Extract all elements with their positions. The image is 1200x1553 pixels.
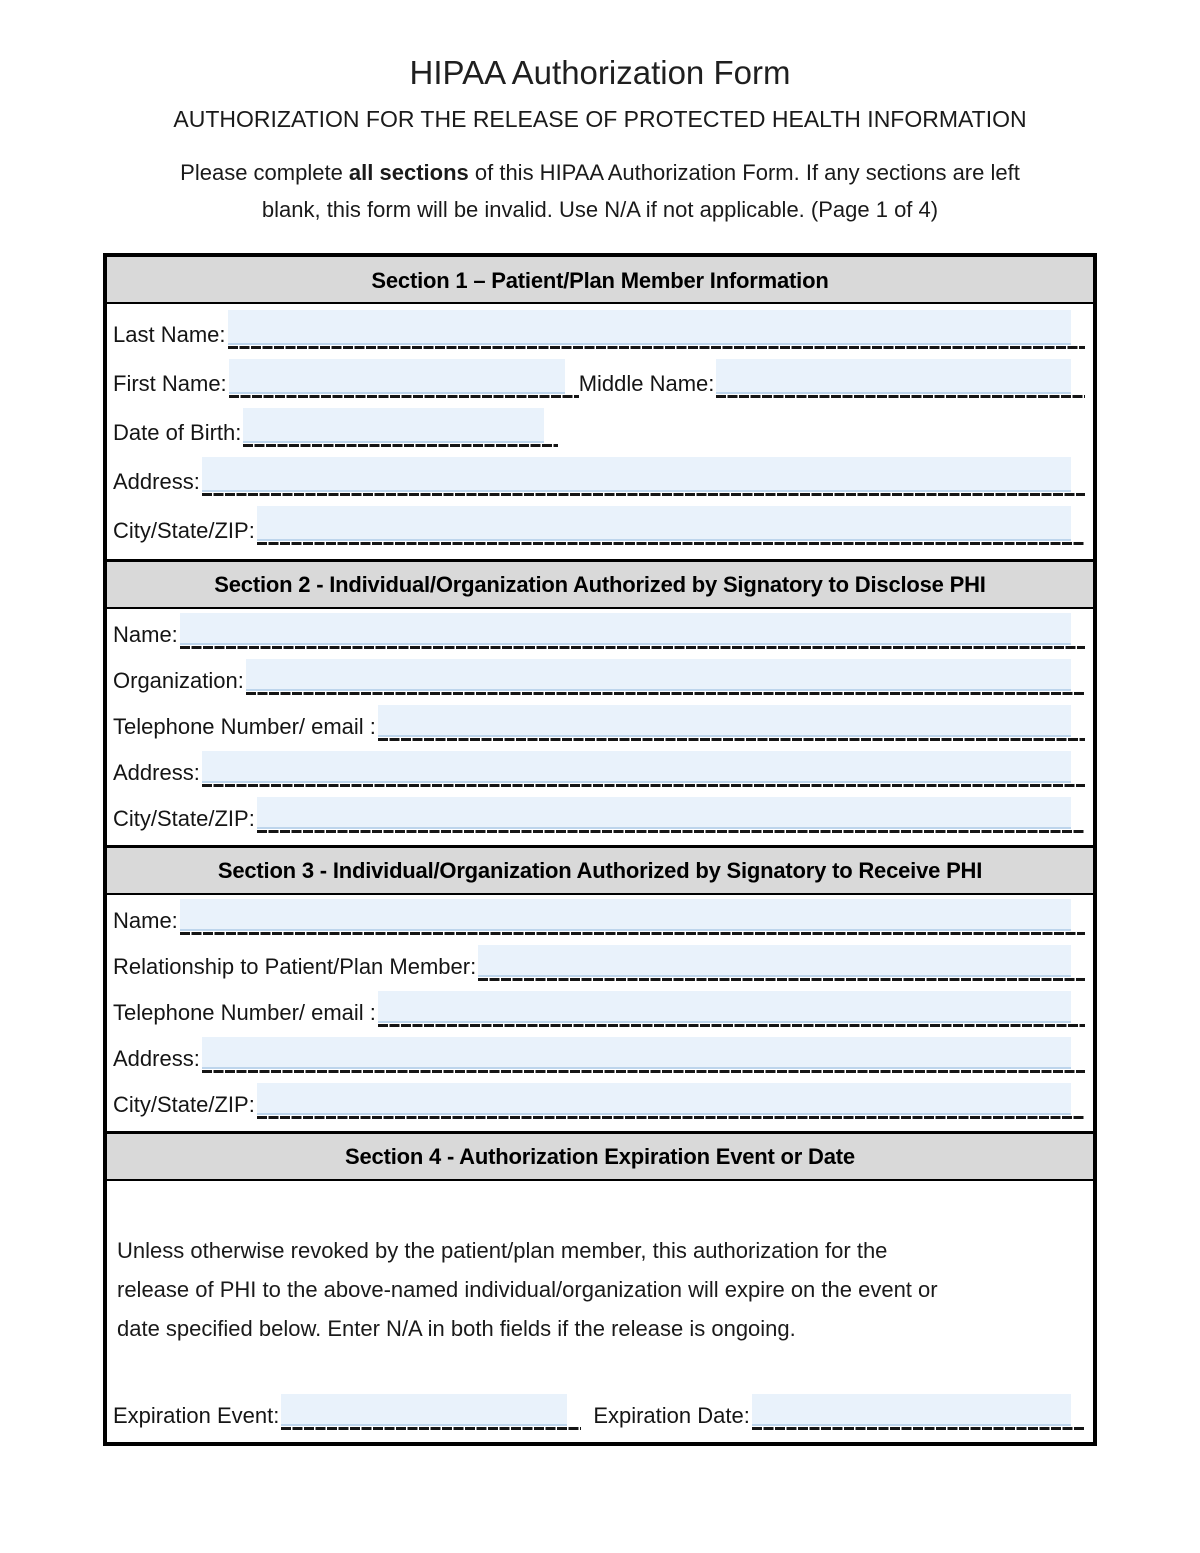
underscore-line [180,646,1085,649]
row-s3-relationship [113,943,1085,989]
s2-organization-label: Organization: [113,668,244,693]
underscore-line [716,395,1085,398]
s2-city-state-zip-field [257,795,1085,841]
page-title: HIPAA Authorization Form [409,54,791,91]
expiration-event-field [281,1392,581,1438]
section-4-body [107,1181,1093,1442]
page-subtitle: AUTHORIZATION FOR THE RELEASE OF PROTECTED HEALTH INFORMATION [173,106,1027,132]
section-4-spacer [113,1183,1085,1231]
s1-address-field [202,455,1085,504]
section-4-header: Section 4 - Authorization Expiration Event or Date [107,1131,1093,1181]
row-first-middle-name [113,357,1085,406]
underscore-line [229,395,579,398]
underscore-line [257,830,1085,833]
row-s3-city-state-zip [113,1081,1085,1127]
intro-line-1 [0,154,1200,191]
underscore-line [378,738,1085,741]
form-table [103,253,1097,1446]
middle-name-label: Middle Name: [578,371,715,396]
section-2-body [107,609,1093,845]
first-name-input[interactable] [229,359,565,394]
section-4-paragraph-line-3: date specified below. Enter N/A in both fields if the release is ongoing. [117,1316,796,1341]
row-s1-city-state-zip [113,504,1085,553]
underscore-line [202,493,1085,496]
s2-phone-email-input[interactable] [378,705,1071,737]
last-name-input[interactable] [228,310,1072,345]
s3-relationship-label: Relationship to Patient/Plan Member: [113,954,477,979]
date-of-birth-label: Date of Birth: [113,420,242,445]
expiration-date-input[interactable] [752,1394,1071,1426]
first-name-label: First Name: [113,371,227,396]
s3-phone-email-label: Telephone Number/ email : [113,1000,376,1025]
middle-name-field [716,357,1085,406]
s1-address-input[interactable] [202,457,1071,492]
section-4-paragraph-line-2: release of PHI to the above-named individual/organization will expire on the event or [117,1277,938,1302]
s1-city-state-zip-field [257,504,1085,553]
intro-post: of this HIPAA Authorization Form. If any sections are left [468,160,1020,185]
s3-city-state-zip-field [257,1081,1085,1127]
row-s3-address [113,1035,1085,1081]
s3-relationship-input[interactable] [478,945,1071,977]
underscore-line [752,1427,1085,1430]
s2-name-field [180,611,1085,657]
expiration-date-field [752,1392,1085,1438]
s3-name-field [180,897,1085,943]
s3-relationship-field [478,943,1085,989]
underscore-line [478,978,1085,981]
s2-city-state-zip-input[interactable] [257,797,1071,829]
expiration-event-label: Expiration Event: [113,1403,280,1428]
row-last-name [113,308,1085,357]
s3-phone-email-field [378,989,1085,1035]
row-s1-address [113,455,1085,504]
row-s3-phone-email [113,989,1085,1035]
section-3-header: Section 3 - Individual/Organization Authorized by Signatory to Receive PHI [107,845,1093,895]
section-4-spacer [113,1348,1085,1392]
row-s2-name [113,611,1085,657]
expiration-date-label: Expiration Date: [593,1403,750,1428]
row-s2-organization [113,657,1085,703]
underscore-line [202,1070,1085,1073]
s2-city-state-zip-label: City/State/ZIP: [113,806,255,831]
expiration-event-input[interactable] [281,1394,567,1426]
s3-address-label: Address: [113,1046,200,1071]
section-1-header: Section 1 – Patient/Plan Member Information [107,257,1093,304]
row-expiration [113,1392,1085,1438]
row-s2-address [113,749,1085,795]
s2-organization-field [246,657,1085,703]
intro-text [0,154,1200,228]
s3-name-label: Name: [113,908,178,933]
underscore-line [180,932,1085,935]
s2-phone-email-label: Telephone Number/ email : [113,714,376,739]
last-name-field [228,308,1086,357]
s1-city-state-zip-label: City/State/ZIP: [113,518,255,543]
s3-name-input[interactable] [180,899,1071,931]
section-3-body [107,895,1093,1131]
s2-name-input[interactable] [180,613,1071,645]
date-of-birth-input[interactable] [243,408,544,443]
last-name-label: Last Name: [113,322,226,347]
intro-pre: Please complete [180,160,349,185]
underscore-line [246,692,1085,695]
underscore-line [257,1116,1085,1119]
underscore-line [281,1427,581,1430]
row-s2-phone-email [113,703,1085,749]
section-2-header: Section 2 - Individual/Organization Authorized by Signatory to Disclose PHI [107,559,1093,609]
s2-organization-input[interactable] [246,659,1071,691]
s2-address-label: Address: [113,760,200,785]
intro-bold: all sections [348,160,469,185]
s2-address-input[interactable] [202,751,1071,783]
s3-phone-email-input[interactable] [378,991,1071,1023]
s3-city-state-zip-input[interactable] [257,1083,1071,1115]
underscore-line [243,444,558,447]
section-4-paragraph [113,1231,1085,1348]
row-date-of-birth [113,406,1085,455]
s2-name-label: Name: [113,622,178,647]
s1-address-label: Address: [113,469,200,494]
s3-city-state-zip-label: City/State/ZIP: [113,1092,255,1117]
s2-phone-email-field [378,703,1085,749]
s3-address-input[interactable] [202,1037,1071,1069]
s2-address-field [202,749,1085,795]
s1-city-state-zip-input[interactable] [257,506,1071,541]
row-s3-name [113,897,1085,943]
section-1-body [107,304,1093,559]
underscore-line [202,784,1085,787]
underscore-line [228,346,1086,349]
intro-line-2: blank, this form will be invalid. Use N/A if not applicable. (Page 1 of 4) [261,197,939,222]
date-of-birth-field [243,406,558,455]
s3-address-field [202,1035,1085,1081]
section-4-paragraph-line-1: Unless otherwise revoked by the patient/plan member, this authorization for the [117,1238,888,1263]
underscore-line [257,542,1085,545]
middle-name-input[interactable] [716,359,1071,394]
underscore-line [378,1024,1085,1027]
row-s2-city-state-zip [113,795,1085,841]
first-name-field [229,357,579,406]
